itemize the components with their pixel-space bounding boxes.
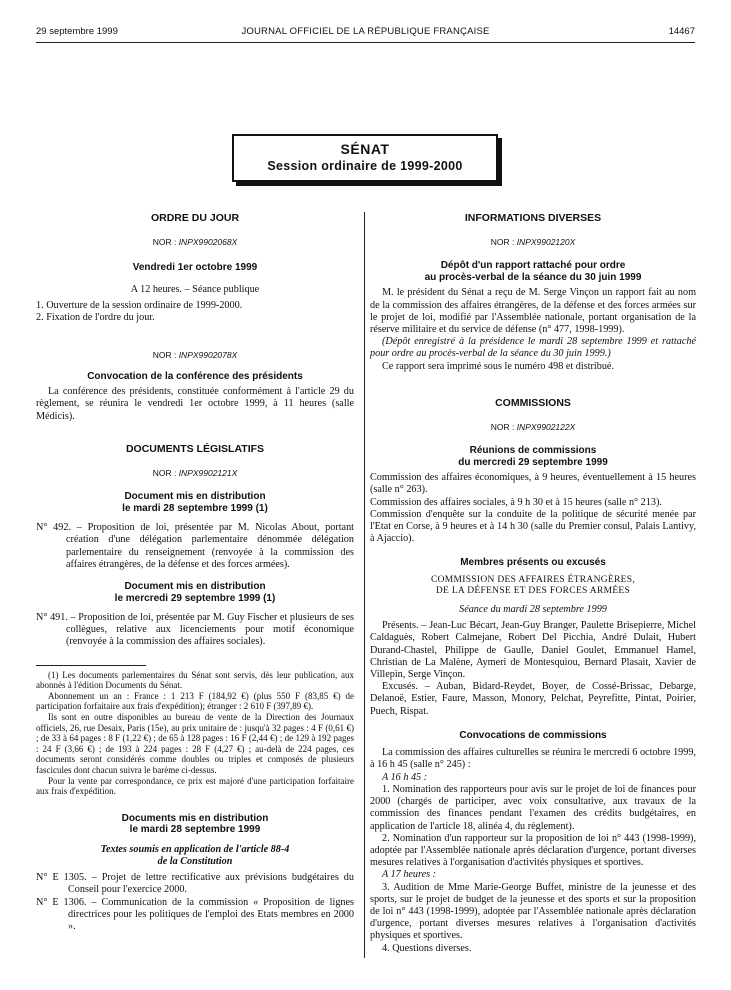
documents-subheading-28: Documents mis en distribution le mardi 28 septembre 1999	[121, 812, 269, 836]
title-session: Session ordinaire de 1999-2000	[267, 159, 463, 173]
convocation-item-4: 4. Questions diverses.	[382, 942, 472, 954]
convocation-time-1645: A 16 h 45 :	[382, 771, 428, 783]
document-e1305: N° E 1305. – Projet de lettre rectificative aux prévisions budgétaires du Conseil pour l'exercice 2000.	[36, 872, 354, 896]
senat-title-box	[232, 134, 498, 182]
convocation-affaires-culturelles: La commission des affaires culturelles se réunira le mercredi 6 octobre 1999, à 16 h 45 (salle n° 245) :	[370, 747, 696, 771]
document-491: N° 491. – Proposition de loi, présentée par M. Guy Fischer et plusieurs de ses collègues, relative aux licenciements pour motif économique (renvoyée à la commission des affaires sociales).	[36, 612, 354, 648]
nor-informations: NOR : INPX9902120X	[490, 237, 576, 248]
reunion-affaires-sociales: Commission des affaires sociales, à 9 h 30 et à 15 heures (salle n° 213).	[370, 496, 662, 508]
depot-rapport-heading: Dépôt d'un rapport rattaché pour ordre au procès-verbal de la séance du 30 juin 1999	[424, 260, 642, 283]
membres-heading: Membres présents ou excusés	[460, 557, 606, 569]
right-column	[370, 212, 696, 955]
depot-rapport-text: M. le président du Sénat a reçu de M. Serge Vinçon un rapport fait au nom de la commission des affaires étrangères, de la défense et des forces armées sur le projet de loi, modifié par l'Assemblée nationale, portant organisation de la réserve militaire et du service de défense (n° 477, 1998-1999).	[370, 287, 696, 336]
ordre-time: A 12 heures. – Séance publique	[130, 283, 260, 295]
ordre-item-2: 2. Fixation de l'ordre du jour.	[36, 312, 155, 324]
nor-ordre: NOR : INPX9902068X	[152, 237, 238, 248]
header-journal-title: JOURNAL OFFICIEL DE LA RÉPUBLIQUE FRANÇAISE	[241, 26, 490, 37]
membres-presents: Présents. – Jean-Luc Bécart, Jean-Guy Branger, Paulette Brisepierre, Michel Caldaguès, Robert Calmejane, Robert Del Picchia, André Dulait, Hubert Durand-Chastel, Philippe de Gaulle, Daniel Goulet, Emmanuel Hamel, Christian de La Malène, Aymeri de Montesquiou, Bernard Plasait, Xavier de Villepin, Serge Vinçon.	[370, 620, 696, 680]
reunion-enquete-corse: Commission d'enquête sur la conduite de la politique de sécurité menée par l'Etat en Corse, à 9 heures et à 14 h 30 (salle du Premier consul, Palais Lantivy, à Ajaccio).	[370, 508, 696, 545]
document-e1306: N° E 1306. – Communication de la commission « Proposition de lignes directrices pour les politiques de l'emploi des Etats membres en 2000 ».	[36, 896, 354, 932]
depot-rapport-numero: Ce rapport sera imprimé sous le numéro 498 et distribué.	[382, 360, 614, 372]
header-page-number: 14467	[668, 26, 695, 37]
reunions-heading: Réunions de commissions du mercredi 29 septembre 1999	[458, 445, 608, 468]
ordre-item-1: 1. Ouverture de la session ordinaire de 1999-2000.	[36, 300, 243, 312]
depot-rapport-note: (Dépôt enregistré à la présidence le mardi 28 septembre 1999 et rattaché pour ordre au procès-verbal de la séance du 30 juin 1999.)	[370, 336, 696, 360]
document-492: N° 492. – Proposition de loi, présentée par M. Nicolas About, portant création d'une délégation parlementaire dénommée délégation parlementaire du renseignement (renvoyée à la commission des affaires étrangères, de la défense et des forces armées).	[36, 522, 354, 570]
nor-documents: NOR : INPX9902121X	[152, 468, 238, 479]
convocation-time-17: A 17 heures :	[382, 869, 437, 881]
ordre-date: Vendredi 1er octobre 1999	[132, 262, 258, 274]
informations-diverses-heading: INFORMATIONS DIVERSES	[464, 212, 602, 224]
convocation-item-2: 2. Nomination d'un rapporteur sur la proposition de loi n° 443 (1998-1999), adoptée par l'Assemblée nationale après déclaration d'urgence, portant diverses mesures relatives à l'organisation d'activités physiques et sportives.	[370, 832, 696, 869]
convocation-item-3: 3. Audition de Mme Marie-George Buffet, ministre de la jeunesse et des sports, sur le projet de budget de la jeunesse et des sports et sur la proposition de loi n° 443 (1998-1999), adoptée par l'Assemblée nationale après déclaration d'urgence, portant diverses mesures relatives à l'organisation d'activités physiques et sportives.	[370, 881, 696, 942]
column-divider	[364, 212, 365, 958]
header-rule	[36, 42, 695, 43]
reunion-affaires-economiques: Commission des affaires économiques, à 9 heures, éventuellement à 15 heures (salle n° 263).	[370, 472, 696, 496]
left-column	[36, 212, 354, 933]
footnote: (1) Les documents parlementaires du Sénat sont servis, dès leur publication, aux abonnés à l'édition Documents du Sénat. Abonnement un an : France : 1 213 F (184,92 €) (plus 550 F (83,85 €) de participation forfaitaire aux frais d'expédition); étranger : 2 610 F (397,89 €). Ils sont en outre disponibles au bureau de vente de la Direction des Journaux officiels, 26, rue Desaix, Paris (15e), au prix unitaire de : jusqu'à 32 pages : 4 F (0,61 €) ; de 33 à 64 pages : 8 F (1,22 €) ; de 65 à 128 pages : 16 F (2,44 €) ; de 129 à 192 pages : 24 F (3,66 €) ; de 193 à 224 pages : 28 F (4,27 €) ; au-delà de 224 pages, ces documents seront considérés comme doubles ou triples et composés de plusieurs fascicules dont chacun suivra le barème ci-dessus. Pour la vente par correspondance, ce prix est majoré d'une participation forfaitaire aux frais d'expédition.	[36, 669, 354, 797]
document-subheading-29: Document mis en distribution le mercredi 29 septembre 1999 (1)	[114, 581, 276, 604]
convocation-heading: Convocation de la conférence des présidents	[87, 370, 303, 382]
membres-excuses: Excusés. – Auban, Bidard-Reydet, Boyer, de Cossé-Brissac, Debarge, Delanoë, Estier, Faure, Masson, Monory, Pelchat, Peyrefitte, Pintat, Poirier, Puech, Rispat.	[370, 681, 696, 717]
documents-legislatifs-heading: DOCUMENTS LÉGISLATIFS	[125, 442, 265, 455]
nor-convocation: NOR : INPX9902078X	[152, 349, 238, 360]
seance-date: Séance du mardi 28 septembre 1999	[459, 603, 607, 615]
convocations-heading: Convocations de commissions	[459, 729, 607, 741]
textes-soumis-heading: Textes soumis en application de l'article 88-4 de la Constitution	[100, 843, 290, 867]
convocation-item-1: 1. Nomination des rapporteurs pour avis sur le projet de loi de finances pour 2000 (chargés de participer, avec voix consultative, aux travaux de la commission des finances pendant l'examen des crédits budgétaires, en application de l'article 18, alinéa 4, du règlement).	[370, 783, 696, 832]
ordre-du-jour-heading: ORDRE DU JOUR	[150, 212, 240, 224]
title-senat: SÉNAT	[340, 141, 390, 157]
commission-affaires-etrangeres: COMMISSION DES AFFAIRES ÉTRANGÈRES, DE LA DÉFENSE ET DES FORCES ARMÉES	[430, 574, 636, 597]
convocation-text: La conférence des présidents, constituée conformément à l'article 29 du règlement, se réunira le vendredi 1er octobre 1999, à 11 heures (salle Médicis).	[36, 386, 354, 422]
running-header	[36, 26, 695, 42]
header-date: 29 septembre 1999	[36, 26, 118, 37]
document-subheading-28: Document mis en distribution le mardi 28 septembre 1999 (1)	[122, 491, 268, 514]
nor-commissions: NOR : INPX9902122X	[490, 422, 576, 433]
commissions-heading: COMMISSIONS	[495, 396, 571, 409]
